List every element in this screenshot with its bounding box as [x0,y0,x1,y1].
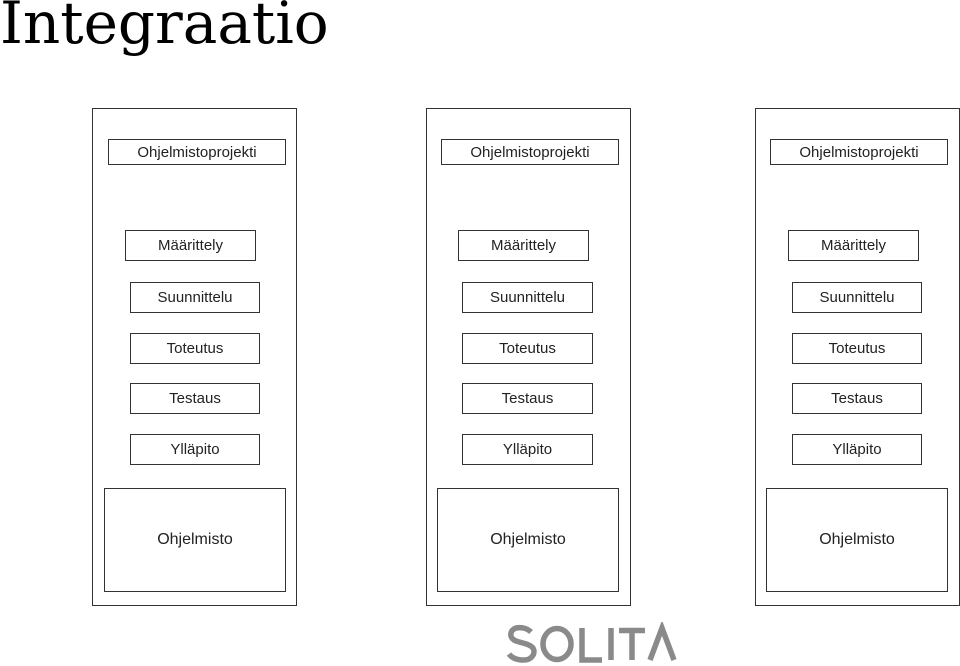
output-box: Ohjelmisto [104,488,286,592]
phase-box-suunnittelu: Suunnittelu [462,282,593,313]
phase-box-maarittely: Määrittely [458,230,589,261]
phase-box-suunnittelu: Suunnittelu [130,282,260,313]
phase-box-toteutus: Toteutus [130,333,260,364]
solita-logo [505,622,677,666]
phase-box-maarittely: Määrittely [788,230,919,261]
phase-box-yllapito: Ylläpito [792,434,922,465]
phase-box-yllapito: Ylläpito [462,434,593,465]
project-box: Ohjelmistoprojekti [441,139,619,165]
phase-box-testaus: Testaus [462,383,593,414]
project-box: Ohjelmistoprojekti [770,139,948,165]
phase-box-testaus: Testaus [792,383,922,414]
output-box: Ohjelmisto [766,488,948,592]
phase-box-suunnittelu: Suunnittelu [792,282,922,313]
phase-box-yllapito: Ylläpito [130,434,260,465]
project-box: Ohjelmistoprojekti [108,139,286,165]
output-box: Ohjelmisto [437,488,619,592]
phase-box-testaus: Testaus [130,383,260,414]
phase-box-toteutus: Toteutus [792,333,922,364]
phase-box-maarittely: Määrittely [125,230,256,261]
phase-box-toteutus: Toteutus [462,333,593,364]
slide-title: Integraatio [0,0,329,57]
